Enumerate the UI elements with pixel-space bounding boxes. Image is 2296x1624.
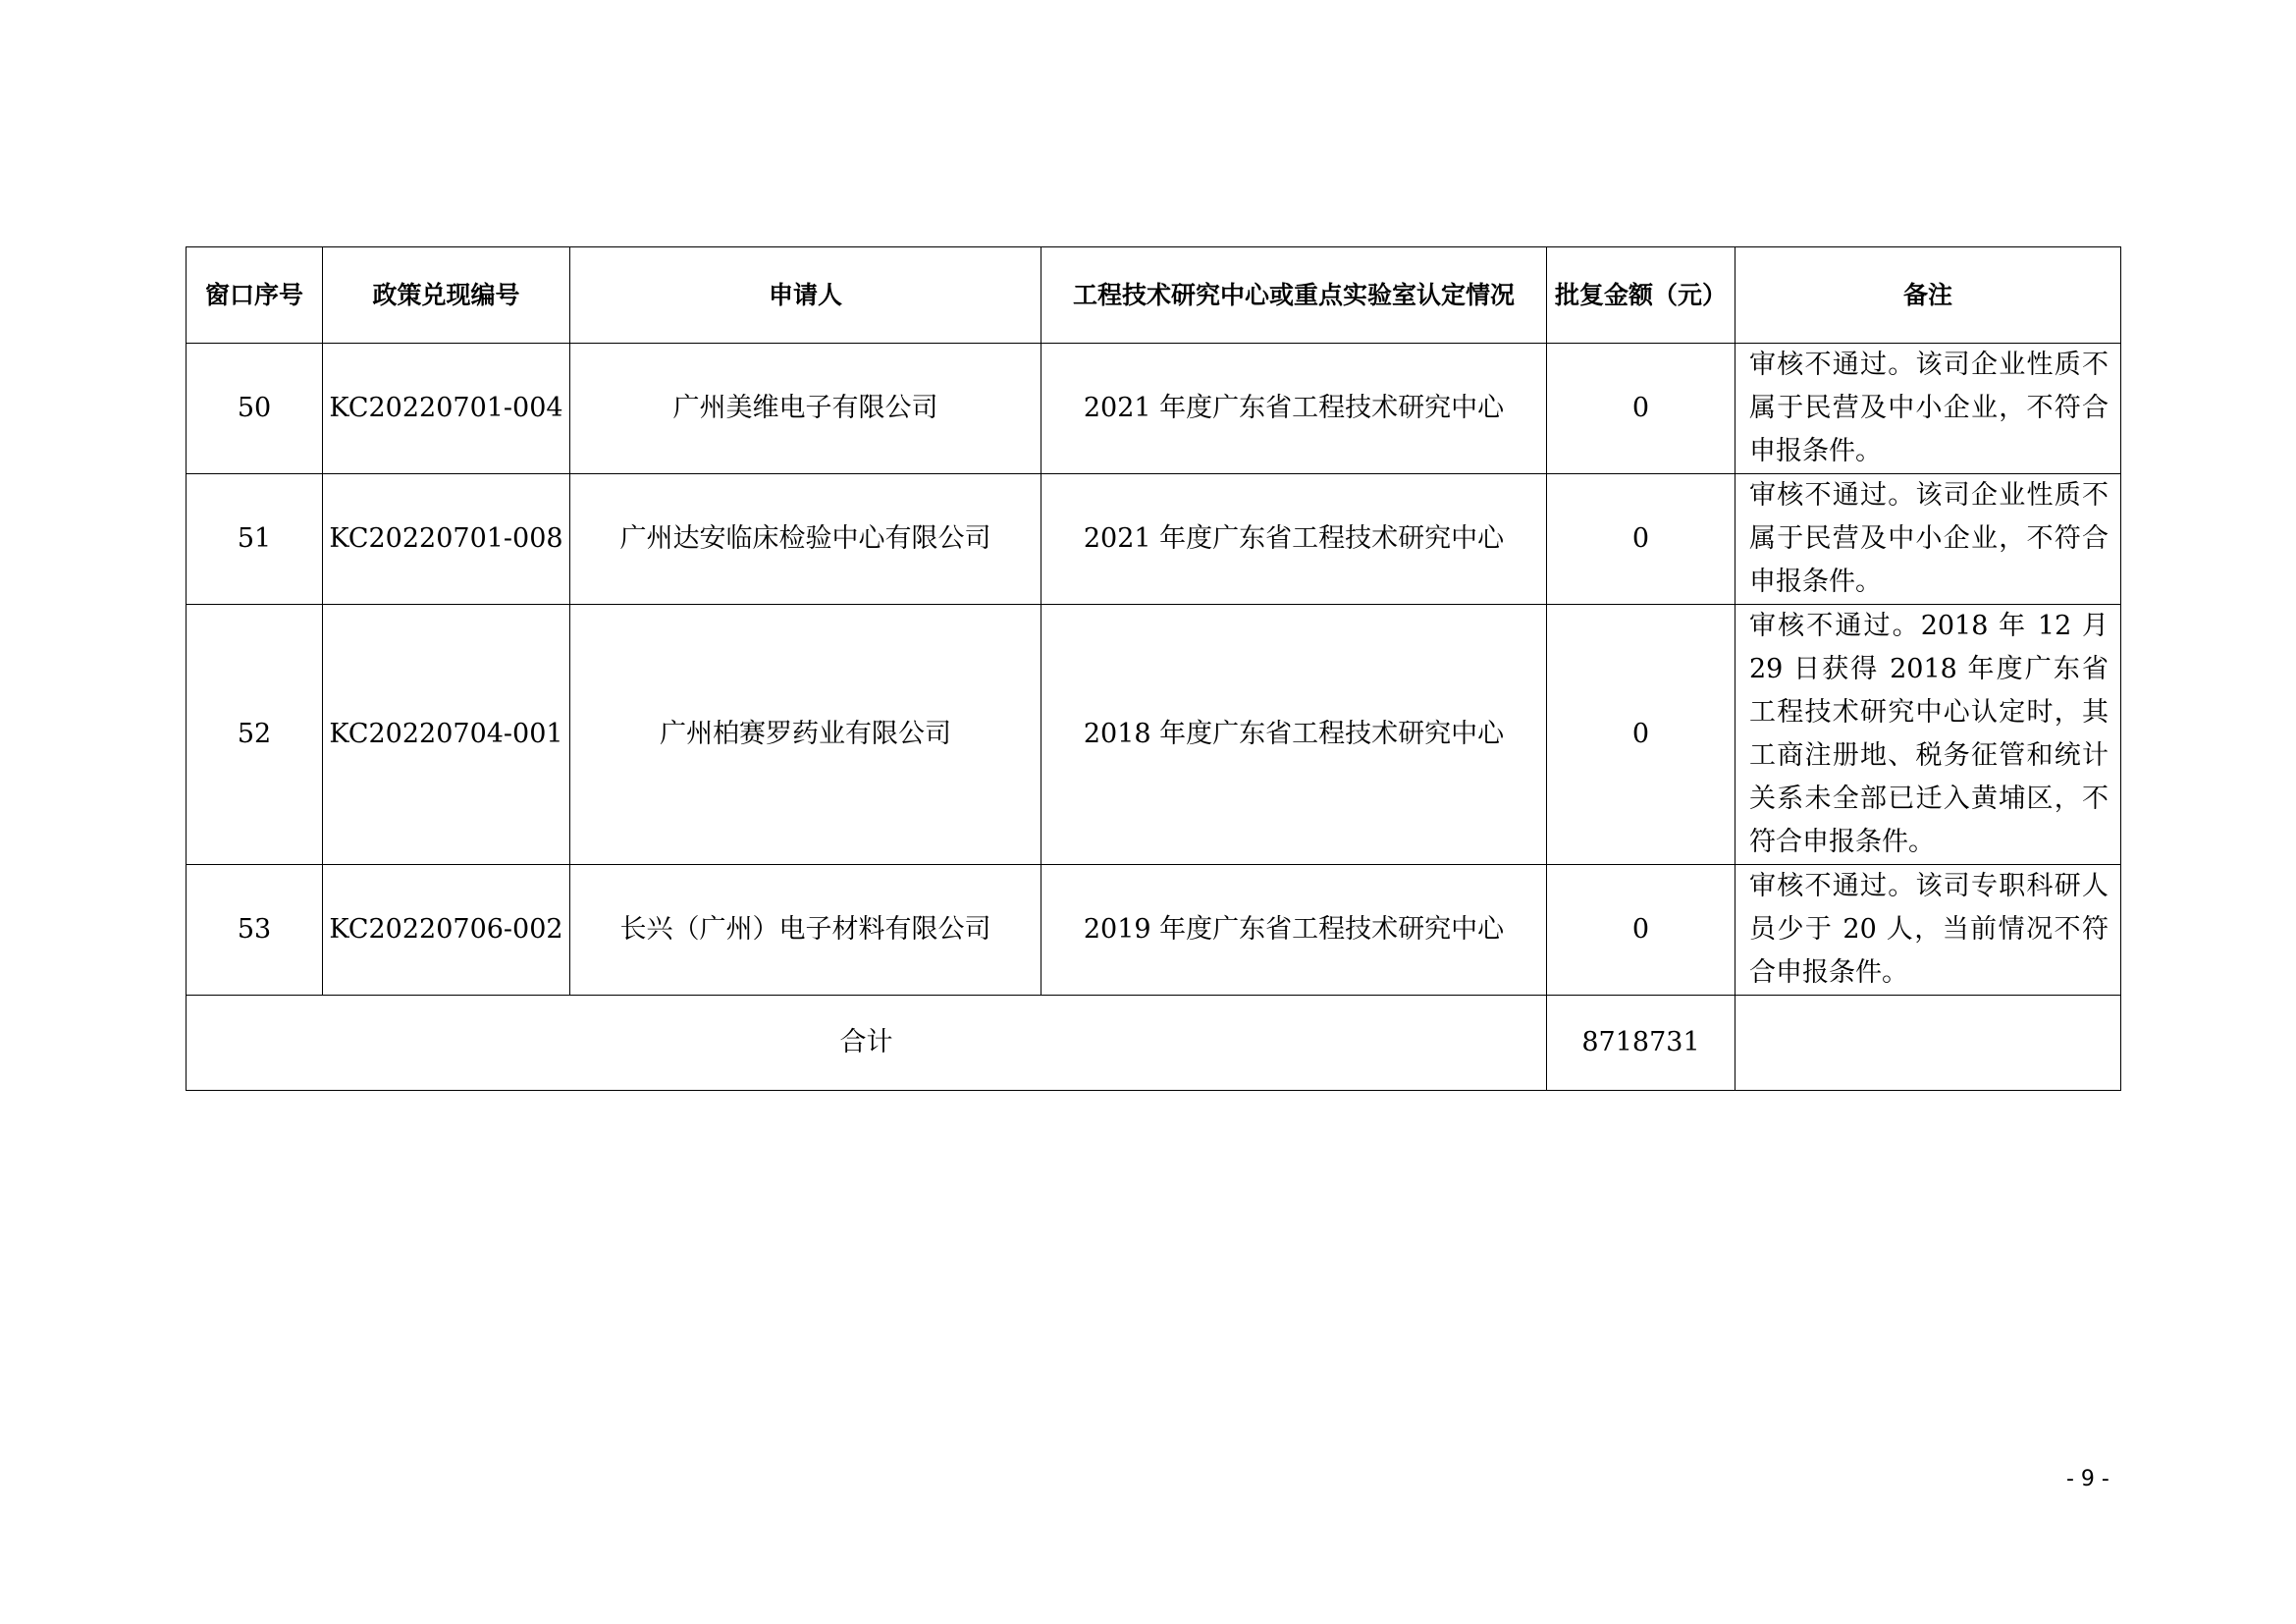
- cell-applicant: 广州美维电子有限公司: [570, 344, 1041, 474]
- cell-applicant: 广州柏赛罗药业有限公司: [570, 605, 1041, 865]
- table-row: [187, 474, 2121, 605]
- header-amount: 批复金额（元）: [1547, 247, 1735, 344]
- cell-certification: 2021 年度广东省工程技术研究中心: [1041, 474, 1547, 605]
- table-row: [187, 344, 2121, 474]
- table-header-row: [187, 247, 2121, 344]
- total-row: [187, 996, 2121, 1091]
- cell-remark: 审核不通过。该司企业性质不属于民营及中小企业，不符合申报条件。: [1735, 474, 2121, 605]
- cell-applicant: 长兴（广州）电子材料有限公司: [570, 865, 1041, 996]
- table-row: [187, 605, 2121, 865]
- cell-remark: 审核不通过。该司企业性质不属于民营及中小企业，不符合申报条件。: [1735, 344, 2121, 474]
- cell-window-no: 51: [187, 474, 323, 605]
- cell-certification: 2021 年度广东省工程技术研究中心: [1041, 344, 1547, 474]
- header-certification: 工程技术研究中心或重点实验室认定情况: [1041, 247, 1547, 344]
- cell-policy-code: KC20220701-004: [323, 344, 570, 474]
- header-policy-code: 政策兑现编号: [323, 247, 570, 344]
- cell-amount: 0: [1547, 344, 1735, 474]
- cell-remark: 审核不通过。2018 年 12 月 29 日获得 2018 年度广东省工程技术研究中心认定时，其工商注册地、税务征管和统计关系未全部已迁入黄埔区，不符合申报条件。: [1735, 605, 2121, 865]
- approval-table: [186, 246, 2121, 1091]
- page-number: - 9 -: [2066, 1467, 2109, 1491]
- cell-amount: 0: [1547, 474, 1735, 605]
- table-row: [187, 865, 2121, 996]
- cell-window-no: 52: [187, 605, 323, 865]
- cell-policy-code: KC20220704-001: [323, 605, 570, 865]
- cell-certification: 2019 年度广东省工程技术研究中心: [1041, 865, 1547, 996]
- header-applicant: 申请人: [570, 247, 1041, 344]
- cell-applicant: 广州达安临床检验中心有限公司: [570, 474, 1041, 605]
- total-remark: [1735, 996, 2121, 1091]
- cell-window-no: 50: [187, 344, 323, 474]
- cell-remark: 审核不通过。该司专职科研人员少于 20 人，当前情况不符合申报条件。: [1735, 865, 2121, 996]
- cell-window-no: 53: [187, 865, 323, 996]
- header-window-no: 窗口序号: [187, 247, 323, 344]
- cell-amount: 0: [1547, 605, 1735, 865]
- cell-policy-code: KC20220701-008: [323, 474, 570, 605]
- total-label: 合计: [187, 996, 1547, 1091]
- cell-policy-code: KC20220706-002: [323, 865, 570, 996]
- total-amount: 8718731: [1547, 996, 1735, 1091]
- header-remark: 备注: [1735, 247, 2121, 344]
- cell-certification: 2018 年度广东省工程技术研究中心: [1041, 605, 1547, 865]
- cell-amount: 0: [1547, 865, 1735, 996]
